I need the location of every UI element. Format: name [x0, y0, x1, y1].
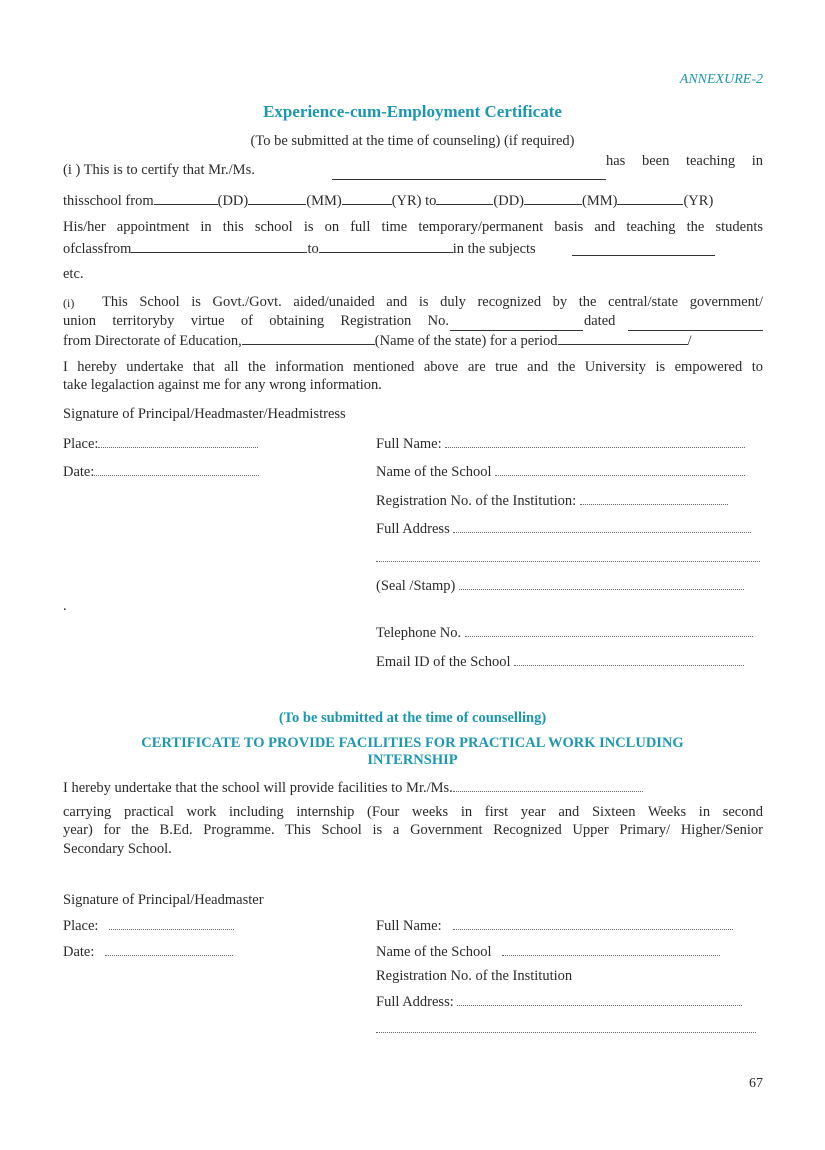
to-dd-blank[interactable]: [436, 190, 493, 205]
full-address-label: Full Address: [376, 521, 450, 537]
full-name-field-1: [376, 435, 745, 453]
email-blank[interactable]: [514, 653, 744, 666]
para1-line2: [63, 190, 713, 210]
class-to-blank[interactable]: [319, 238, 453, 253]
place-label: Place:: [63, 436, 99, 452]
full-name-label-2: Full Name:: [376, 918, 442, 934]
mm-label-2: (MM): [582, 193, 618, 209]
c2-para2-line2: year) for the B.Ed. Programme. This School is a Government Recognized Upper Primary/ Higher/Senior: [63, 822, 763, 838]
full-address-label-2: Full Address:: [376, 994, 454, 1010]
full-name-blank-2[interactable]: [453, 917, 733, 930]
school-name-label: Name of the School: [376, 464, 492, 480]
name-blank[interactable]: [332, 165, 606, 180]
counselling-note: (To be submitted at the time of counselling): [278, 710, 547, 726]
date-blank-2[interactable]: [105, 943, 233, 956]
signature-label-2: Signature of Principal/Headmaster: [63, 892, 264, 908]
para4-line2: take legalaction against me for any wrong information.: [63, 377, 382, 393]
dd-label: (DD): [217, 193, 249, 209]
page-number: 67: [749, 1076, 763, 1091]
full-address-blank-2[interactable]: [376, 549, 760, 562]
certificate-title: Experience-cum-Employment Certificate: [263, 102, 562, 121]
school-name-label-2: Name of the School: [376, 944, 492, 960]
reg-no-label: Registration No. of the Institution:: [376, 493, 577, 509]
para3-line3: [63, 330, 692, 350]
period-blank[interactable]: [558, 330, 688, 345]
c2-para1-text: I hereby undertake that the school will provide facilities to Mr./Ms.: [63, 780, 453, 796]
mm-label: (MM): [306, 193, 342, 209]
para3-number: (i): [63, 296, 75, 310]
para1-line1-end: has been teaching in: [606, 153, 763, 169]
signature-label-1: Signature of Principal/Headmaster/Headmistress: [63, 406, 346, 422]
date-field-2: [63, 943, 233, 961]
dated-blank[interactable]: [628, 316, 763, 331]
full-name-field-2: [376, 917, 733, 935]
c2-para2-line3: Secondary School.: [63, 841, 172, 857]
email-field-1: [376, 653, 744, 671]
seal-blank[interactable]: [459, 577, 744, 590]
class-from-blank[interactable]: [131, 238, 307, 253]
place-label-2: Place:: [63, 918, 99, 934]
para4-line1: I hereby undertake that all the information mentioned above are true and the University is empowered to: [63, 359, 763, 375]
directorate-label: from Directorate of Education,: [63, 333, 242, 349]
subjects-blank[interactable]: [572, 241, 715, 256]
full-address-field-1: [376, 520, 751, 538]
subjects-label: in the subjects: [452, 241, 536, 257]
seal-label: (Seal /Stamp): [376, 578, 456, 594]
yr-to-label: (YR) to: [391, 193, 437, 209]
email-label: Email ID of the School: [376, 654, 511, 670]
state-period-label: (Name of the state) for a period: [374, 333, 558, 349]
date-label: Date:: [63, 464, 95, 480]
reg-no-field-2: [376, 968, 572, 985]
full-name-blank[interactable]: [445, 435, 745, 448]
seal-field-1: [376, 577, 744, 595]
class-from-label: ofclassfrom: [63, 241, 132, 257]
dated-label: dated: [584, 313, 616, 329]
place-blank[interactable]: [98, 435, 258, 448]
to-yr-blank[interactable]: [617, 190, 683, 205]
registration-no-blank[interactable]: [450, 316, 583, 331]
to-mm-blank[interactable]: [524, 190, 582, 205]
date-blank[interactable]: [94, 463, 259, 476]
from-dd-blank[interactable]: [154, 190, 218, 205]
c2-para2-line1: carrying practical work including internship (Four weeks in first year and Sixteen Weeks in second: [63, 804, 763, 820]
para1-line1-start: (i ) This is to certify that Mr./Ms.: [63, 162, 255, 178]
stray-dot: .: [63, 598, 67, 614]
reg-no-blank[interactable]: [580, 492, 728, 505]
para2-line1: His/her appointment in this school is on full time temporary/permanent basis and teaching the students: [63, 219, 763, 235]
full-address-blank-3[interactable]: [457, 993, 742, 1006]
full-name-label: Full Name:: [376, 436, 442, 452]
para2-line2: [63, 238, 536, 258]
school-name-blank[interactable]: [495, 463, 745, 476]
school-name-field-1: [376, 463, 745, 481]
telephone-field-1: [376, 624, 753, 642]
telephone-blank[interactable]: [465, 624, 753, 637]
date-field-1: [63, 463, 259, 481]
para3-line1: This School is Govt./Govt. aided/unaided and is duly recognized by the central/state government/: [102, 294, 763, 310]
from-yr-blank[interactable]: [342, 190, 392, 205]
c2-para1: [63, 779, 643, 797]
full-address-line2-2: [376, 1020, 756, 1038]
certificate2-title-line2: INTERNSHIP: [367, 752, 458, 768]
full-address-blank[interactable]: [453, 520, 751, 533]
full-address-blank-4[interactable]: [376, 1020, 756, 1033]
place-field-1: [63, 435, 258, 453]
yr-label-2: (YR): [683, 193, 714, 209]
reg-no-label-2: Registration No. of the Institution: [376, 968, 573, 984]
certificate2-title-line1: CERTIFICATE TO PROVIDE FACILITIES FOR PRACTICAL WORK INCLUDING: [141, 735, 684, 751]
slash: /: [687, 333, 692, 349]
class-to-label: to: [307, 241, 319, 257]
from-mm-blank[interactable]: [248, 190, 306, 205]
reg-no-field-1: [376, 492, 728, 510]
etc-text: etc.: [63, 266, 84, 282]
full-address-line2: [376, 549, 760, 567]
school-name-field-2: [376, 943, 720, 961]
dd-label-2: (DD): [493, 193, 525, 209]
telephone-label: Telephone No.: [376, 625, 462, 641]
full-address-field-2: [376, 993, 742, 1011]
school-name-blank-2[interactable]: [502, 943, 720, 956]
directorate-blank[interactable]: [242, 330, 375, 345]
annexure-label: ANNEXURE-2: [679, 72, 763, 87]
certificate-subtitle: (To be submitted at the time of counseling) (if required): [250, 133, 575, 149]
c2-name-blank[interactable]: [453, 779, 643, 792]
para3-line2-start: union territoryby virtue of obtaining Registration No.: [63, 313, 449, 329]
from-label: thisschool from: [63, 193, 154, 209]
date-label-2: Date:: [63, 944, 95, 960]
place-field-2: [63, 917, 234, 935]
place-blank-2[interactable]: [109, 917, 234, 930]
